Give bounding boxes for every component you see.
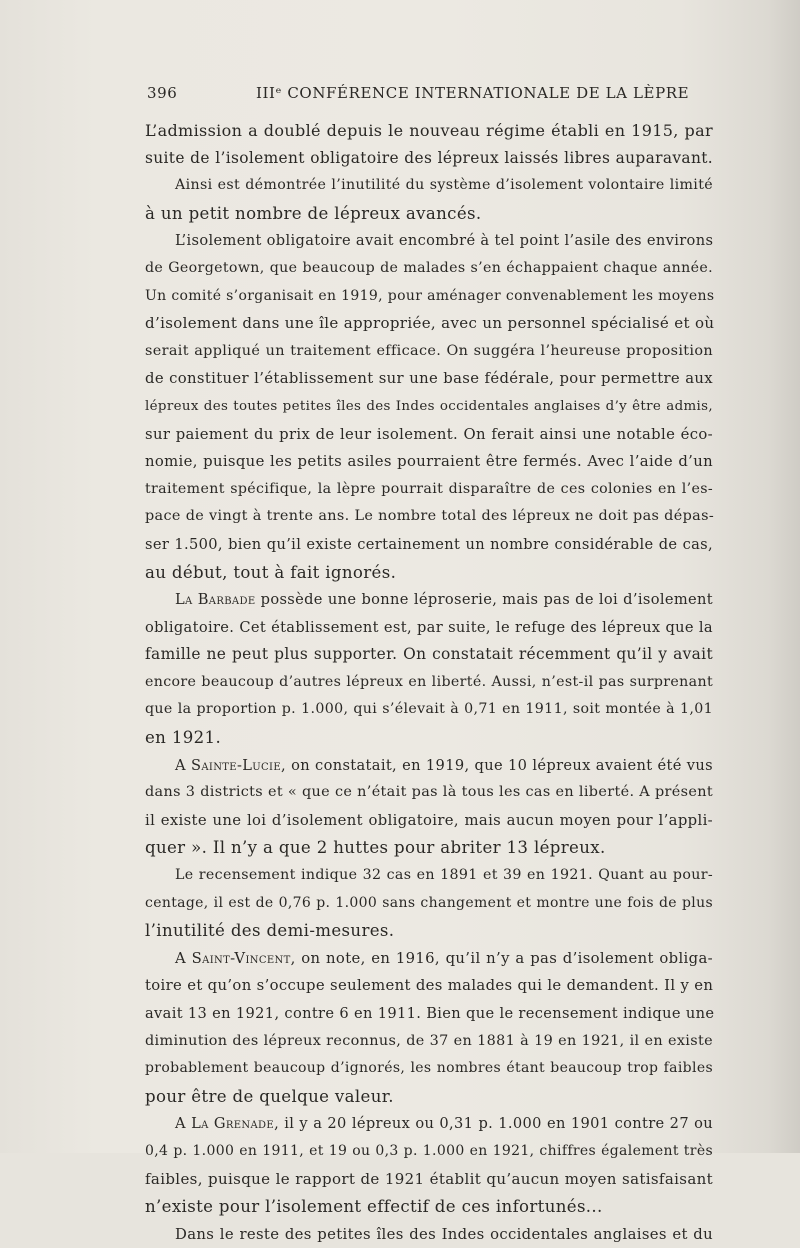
- place-name-la-grenade: La Grenade: [191, 1115, 275, 1133]
- line-text: quer ». Il n’y a que 2 huttes pour abriter 13 lépreux.: [145, 838, 606, 858]
- text-line: [145, 696, 713, 724]
- text-line: [145, 255, 713, 283]
- line-text: pace de vingt à trente ans. Le nombre total des lépreux ne doit pas dépas-: [145, 508, 715, 525]
- text-line: [145, 145, 713, 173]
- text-line: [145, 807, 713, 835]
- line-text: Ainsi est démontrée l’inutilité du système d’isolement volontaire limité: [175, 177, 713, 194]
- line-text: famille ne peut plus supporter. On constatait récemment qu’il y avait: [145, 645, 713, 664]
- line-text: possède une bonne léproserie, mais pas de loi d’isolement: [255, 591, 713, 609]
- line-text: d’isolement dans une île appropriée, avec un personnel spécialisé et où: [145, 314, 715, 333]
- line-text: au début, tout à fait ignorés.: [145, 562, 397, 582]
- line-text: à un petit nombre de lépreux avancés.: [145, 203, 482, 223]
- paragraph-start-line: [145, 862, 713, 890]
- text-line: [145, 890, 713, 918]
- text-line: [145, 531, 713, 559]
- line-prefix: A: [175, 756, 191, 774]
- text-line: [145, 117, 713, 145]
- paragraph-end-line: [145, 834, 713, 862]
- line-text: , on note, en 1916, qu’il n’y a pas d’isolement obliga-: [290, 949, 713, 967]
- line-text: traitement spécifique, la lèpre pourrait disparaître de ces colonies en l’es-: [145, 480, 713, 497]
- paragraph-end-line: [145, 559, 713, 587]
- paragraph-start-line: [145, 586, 713, 614]
- line-text: n’existe pour l’isolement effectif de ces infortunés...: [145, 1197, 603, 1217]
- text-line: [145, 310, 713, 338]
- line-text: de constituer l’établissement sur une base fédérale, pour permettre aux: [145, 370, 713, 388]
- paragraph-end-line: [145, 1193, 713, 1221]
- line-text: obligatoire. Cet établissement est, par suite, le refuge des lépreux que la: [145, 618, 713, 636]
- text-line: [145, 779, 713, 807]
- text-line: [145, 1166, 713, 1194]
- line-text: nomie, puisque les petits asiles pourraient être fermés. Avec l’aide d’un: [145, 453, 713, 471]
- paragraph-start-line: [145, 945, 713, 973]
- line-text: que la proportion p. 1.000, qui s’élevait à 0,71 en 1911, soit montée à 1,01: [145, 701, 713, 718]
- line-text: sur paiement du prix de leur isolement. On ferait ainsi une notable éco-: [145, 425, 713, 443]
- text-line: [145, 669, 713, 697]
- place-name-sainte-lucie: Sainte-Lucie: [190, 756, 282, 774]
- text-line: [145, 421, 713, 449]
- line-text: Le recensement indique 32 cas en 1891 et 39 en 1921. Quant au pour-: [175, 867, 713, 884]
- text-line: [145, 365, 713, 393]
- line-text: centage, il est de 0,76 p. 1.000 sans changement et montre une fois de plus: [145, 894, 713, 911]
- line-text: , on constatait, en 1919, que 10 lépreux avaient été vus: [281, 756, 713, 774]
- line-text: ser 1.500, bien qu’il existe certainement un nombre considérable de cas,: [145, 535, 713, 553]
- text-line: [145, 283, 713, 311]
- line-text: probablement beaucoup d’ignorés, les nombres étant beaucoup trop faibles: [145, 1060, 713, 1077]
- line-text: l’inutilité des demi-mesures.: [145, 921, 395, 941]
- text-line: [145, 1000, 713, 1028]
- paragraph-end-line: [145, 724, 713, 752]
- paragraph-start-line: [145, 752, 713, 780]
- running-head: IIIᵉ CONFÉRENCE INTERNATIONALE DE LA LÈPRE: [256, 84, 690, 102]
- line-text: pour être de quelque valeur.: [145, 1086, 394, 1106]
- line-text: encore beaucoup d’autres lépreux en liberté. Aussi, n’est-il pas surprenant: [145, 673, 713, 690]
- text-line: [145, 1055, 713, 1083]
- paragraph-start-line: [145, 172, 713, 200]
- text-line: [145, 338, 713, 366]
- text-line: [145, 393, 713, 421]
- line-text: lépreux des toutes petites îles des Indes occidentales anglaises d’y être admis,: [145, 398, 713, 414]
- text-line: [145, 503, 713, 531]
- paragraph-start-line: [145, 1221, 713, 1248]
- line-text: toire et qu’on s’occupe seulement des malades qui le demandent. Il y en: [145, 977, 714, 995]
- page-number: 396: [147, 84, 178, 102]
- line-text: L’isolement obligatoire avait encombré à tel point l’asile des environs: [175, 232, 714, 250]
- text-line: [145, 614, 713, 642]
- line-text: 0,4 p. 1.000 en 1911, et 19 ou 0,3 p. 1.000 en 1921, chiffres également très: [145, 1142, 713, 1159]
- text-line: [145, 1138, 713, 1166]
- line-prefix: A: [175, 949, 192, 967]
- body-text: [145, 117, 713, 1248]
- paragraph-start-line: [145, 227, 713, 255]
- paragraph-end-line: [145, 200, 713, 228]
- line-text: dans 3 districts et « que ce n’était pas là tous les cas en liberté. A présent: [145, 784, 713, 801]
- paragraph-end-line: [145, 917, 713, 945]
- line-text: Un comité s’organisait en 1919, pour aménager convenablement les moyens: [145, 287, 715, 304]
- line-text: L’admission a doublé depuis le nouveau régime établi en 1915, par: [145, 121, 713, 140]
- line-text: Dans le reste des petites îles des Indes occidentales anglaises et du: [175, 1225, 713, 1243]
- line-text: serait appliqué un traitement efficace. On suggéra l’heureuse proposition: [145, 342, 713, 359]
- paragraph-end-line: [145, 1083, 713, 1111]
- line-text: en 1921.: [145, 728, 222, 748]
- text-line: [145, 476, 713, 504]
- text-line: [145, 972, 713, 1000]
- text-line: [145, 641, 713, 669]
- line-text: suite de l’isolement obligatoire des lépreux laissés libres auparavant.: [145, 148, 713, 167]
- page-header: [147, 84, 707, 106]
- line-text: , il y a 20 lépreux ou 0,31 p. 1.000 en 1901 contre 27 ou: [274, 1115, 714, 1133]
- line-text: avait 13 en 1921, contre 6 en 1911. Bien que le recensement indique une: [145, 1005, 715, 1022]
- line-text: de Georgetown, que beaucoup de malades s’en échappaient chaque année.: [145, 259, 713, 276]
- line-text: faibles, puisque le rapport de 1921 établit qu’aucun moyen satisfaisant: [145, 1169, 713, 1188]
- text-line: [145, 448, 713, 476]
- place-name-saint-vincent: Saint-Vincent: [191, 949, 291, 967]
- place-name-barbade: La Barbade: [175, 591, 256, 609]
- line-text: il existe une loi d’isolement obligatoire, mais aucun moyen pour l’appli-: [145, 811, 713, 829]
- line-prefix: A: [175, 1115, 192, 1133]
- paragraph-start-line: [145, 1110, 713, 1138]
- text-line: [145, 1028, 713, 1056]
- line-text: diminution des lépreux reconnus, de 37 en 1881 à 19 en 1921, il en existe: [145, 1032, 713, 1049]
